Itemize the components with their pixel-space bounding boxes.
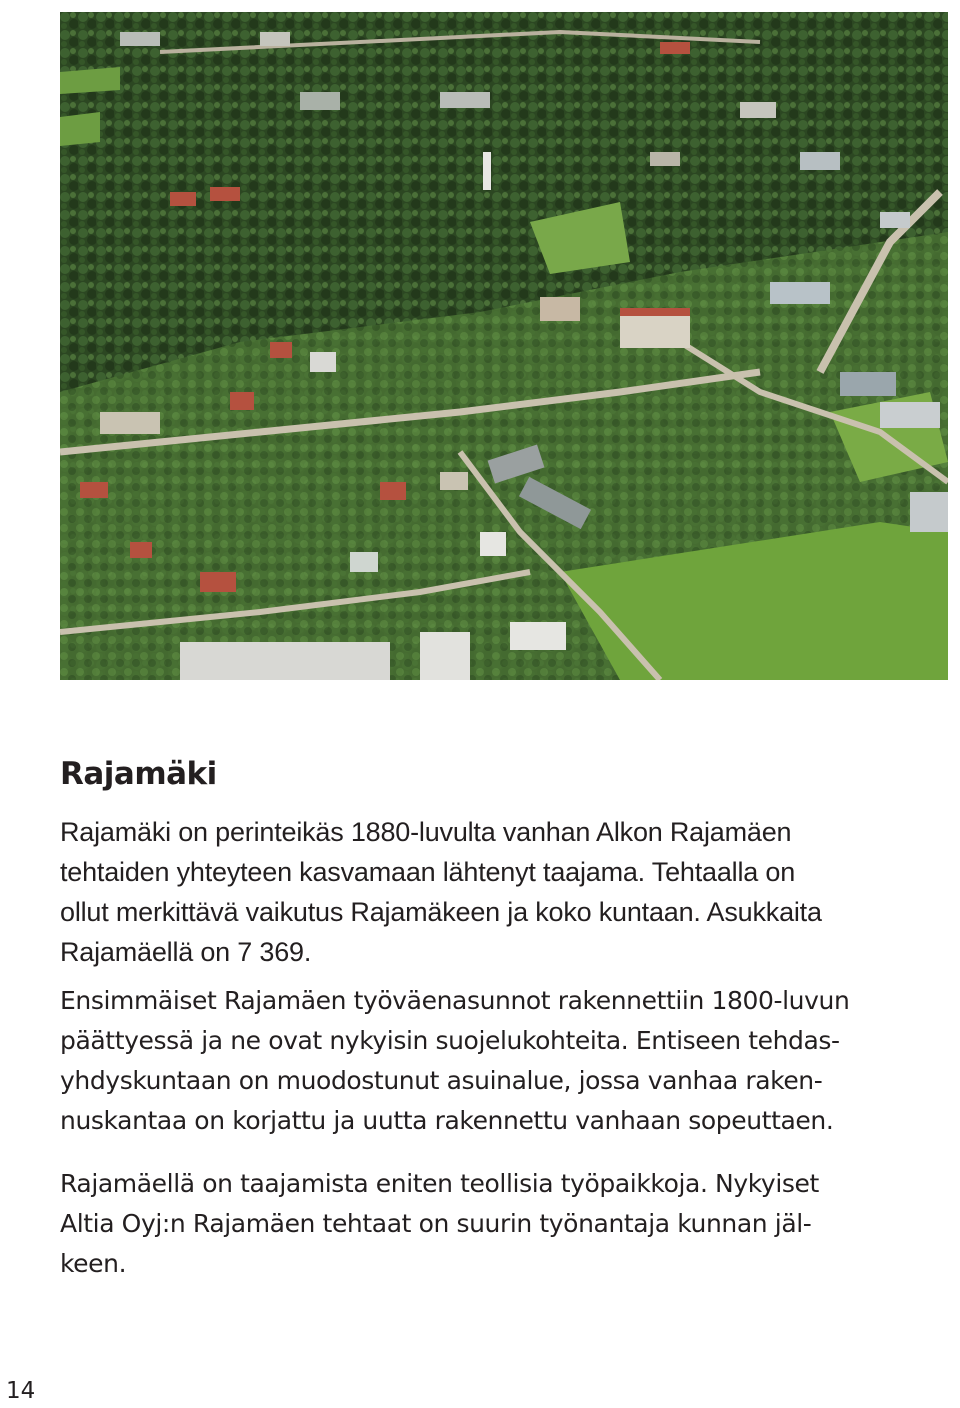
section-heading: Rajamäki: [60, 756, 217, 792]
paragraph-industry: Rajamäellä on taajamista eniten teollisia työpaikkoja. Nykyiset Altia Oyj:n Rajamäen tehtaat on suurin työnantaja kunnan jäl- keen.: [60, 1169, 819, 1278]
paragraph-workers-housing: Ensimmäiset Rajamäen työväenasunnot rakennettiin 1800-luvun päättyessä ja ne ovat nykyisin suojelukohteita. Entiseen tehdas- yhdyskuntaan on muodostunut asuinalue, jossa vanhaa raken- nuskantaa on korjattu ja uutta rakennettu vanhaan sopeuttaen.: [60, 986, 850, 1135]
page-number: 14: [6, 1378, 36, 1404]
aerial-photo: [60, 12, 948, 680]
paragraph-intro: Rajamäki on perinteikäs 1880-luvulta vanhan Alkon Rajamäen tehtaiden yhteyteen kasvamaan lähtenyt taajama. Tehtaalla on ollut merkittävä vaikutus Rajamäkeen ja koko kuntaan. Asukkaita Rajamäellä on 7 369.: [60, 817, 822, 967]
